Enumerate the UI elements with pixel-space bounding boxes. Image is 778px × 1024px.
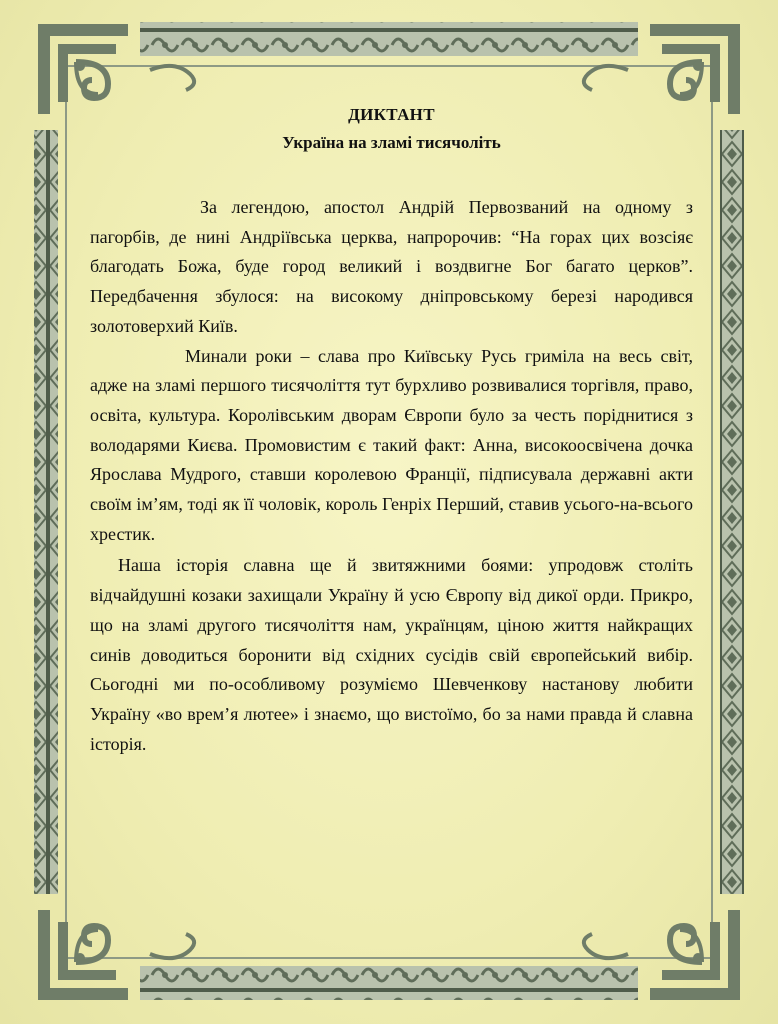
corner-ornament-bottom-right (640, 900, 750, 1010)
corner-ornament-bottom-left (28, 900, 138, 1010)
paragraph-1: За легендою, апостол Андрій Первозваний на одному з пагорбів, де нині Андріївська церква, напророчив: “На горах цих возсіяє благодать Божа, буде город великий і воздвигне Бог багато церков”. Передбачення збулося: на високому дніпровському березі народився золотоверхий Київ. (90, 197, 693, 336)
document-content (90, 103, 693, 759)
paragraph-3: Наша історія славна ще й звитяжними боями: упродовж століть відчайдушні козаки захищали Україну й усю Європу від дикої орди. Прикро, що на зламі другого тисячоліття нам, українцям, ціною життя найкращих синів доводиться боронити від східних сусідів свій європейський вибір. Сьогодні ми по-особливому розуміємо Шевченкову настанову любити Україну «во врем’я лютее» і знаємо, що вистоїмо, бо за нами правда й славна історія. (90, 555, 693, 754)
text-body (90, 193, 693, 759)
page-heading: ДИКТАНТ (348, 105, 435, 124)
paragraph-2: Минали роки – слава про Київську Русь гриміла на весь світ, адже на зламі першого тисячоліття тут бурхливо розвивалися торгівля, право, освіта, культура. Королівським дворам Європи було за честь поріднитися з володарями Києва. Промовистим є такий факт: Анна, високоосвічена дочка Ярослава Мудрого, ставши королевою Франції, підписувала державні акти своїм ім’ям, тоді як її чоловік, король Генріх Перший, ставив усього-на-всього хрестик. (90, 345, 693, 544)
page-title: Україна на зламі тисячоліть (282, 133, 501, 152)
